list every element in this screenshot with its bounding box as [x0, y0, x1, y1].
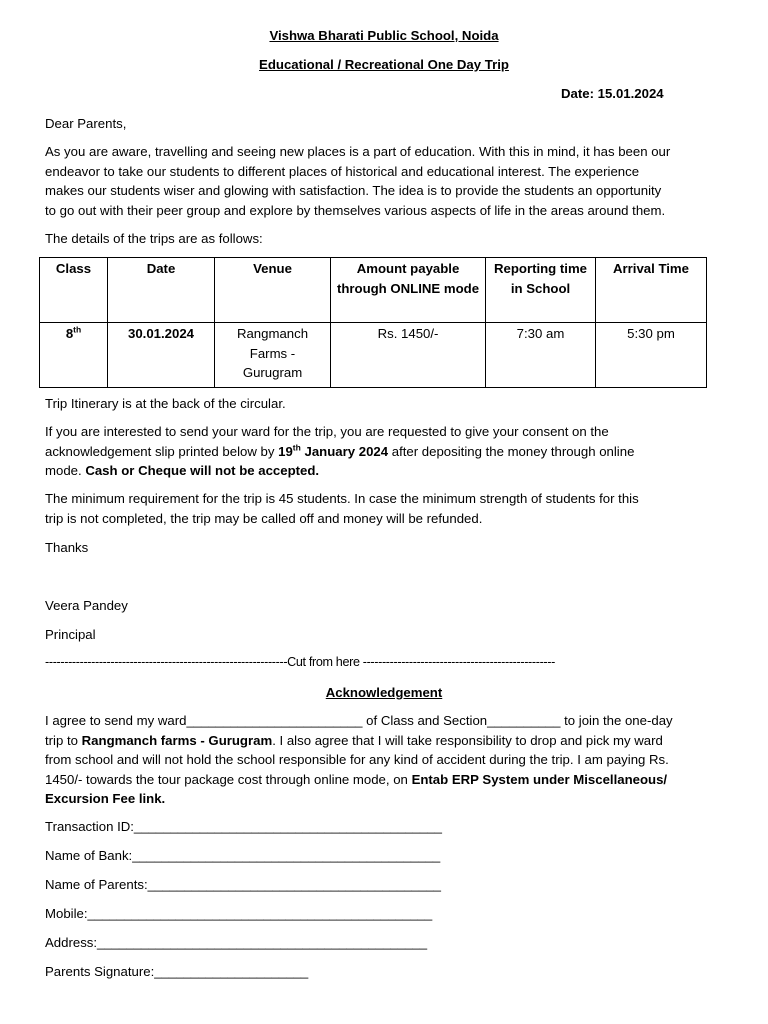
cell-class: 8th: [40, 323, 108, 388]
transaction-id-field[interactable]: Transaction ID:__________________________________________: [45, 819, 442, 834]
address-field[interactable]: Address:_____________________________________________: [45, 935, 428, 950]
cell-date: 30.01.2024: [108, 323, 215, 388]
circular-subject: Educational / Recreational One Day Trip: [259, 57, 509, 72]
trip-details-table: [39, 257, 707, 388]
minimum-requirement-paragraph: The minimum requirement for the trip is 45 students. In case the minimum strength of students for this trip is not completed, the trip may be called off and money will be refunded.: [45, 491, 639, 526]
acknowledgement-title: Acknowledgement: [325, 685, 443, 700]
signatory-name: Veera Pandey: [45, 598, 128, 613]
table-row: [40, 323, 707, 388]
cell-venue: Rangmanch Farms - Gurugram: [215, 323, 331, 388]
table-header-row: [40, 258, 707, 323]
cell-reporting-time: 7:30 am: [486, 323, 596, 388]
column-header: Arrival Time: [596, 258, 707, 323]
intro-line: As you are aware, travelling and seeing new places is a part of education. With this in mind, it has been our: [45, 144, 671, 159]
bank-name-field[interactable]: Name of Bank:__________________________________________: [45, 848, 441, 863]
parents-name-field[interactable]: Name of Parents:________________________________________: [45, 877, 441, 892]
column-header: Amount payable through ONLINE mode: [331, 258, 486, 323]
acknowledgement-paragraph: I agree to send my ward________________________ of Class and Section__________ to join the one-day trip to Rangmanch farms - Gurugram. I also agree that I will take responsibility to drop and pick my ward from school and will not hold the school responsible for any kind of accident during the trip. I am paying Rs. 1450/- towards the tour package cost through online mode, on Entab ERP System under Miscellaneous/ Excursion Fee link.: [45, 713, 673, 806]
column-header: Class: [40, 258, 108, 323]
intro-line: endeavor to take our students to different places of historical and educational interest. The experience: [45, 163, 640, 179]
school-name: Vishwa Bharati Public School, Noida: [269, 28, 499, 43]
column-header: Venue: [215, 258, 331, 323]
consent-paragraph: If you are interested to send your ward for the trip, you are requested to give your consent on the acknowledgement slip printed below by 19th January 2024 after depositing the money through online mode. Cash or Cheque will not be accepted.: [45, 424, 635, 478]
column-header: Reporting time in School: [486, 258, 596, 323]
intro-line: makes our students wiser and glowing with satisfaction. The idea is to provide the students an opportunity: [45, 183, 662, 198]
circular-date: Date: 15.01.2024: [561, 86, 664, 101]
column-header: Date: [108, 258, 215, 323]
thanks-text: Thanks: [45, 540, 89, 555]
parents-signature-field[interactable]: Parents Signature:_____________________: [45, 964, 309, 979]
itinerary-note: Trip Itinerary is at the back of the circular.: [45, 396, 286, 411]
cell-arrival-time: 5:30 pm: [596, 323, 707, 388]
intro-line: to go out with their peer group and explore by themselves various aspects of life in the areas around them.: [45, 202, 666, 218]
signatory-title: Principal: [45, 627, 96, 642]
cell-amount: Rs. 1450/-: [331, 323, 486, 388]
salutation: Dear Parents,: [45, 116, 127, 131]
cut-line: ---------------------------------------------------------------Cut from here --------------------------------------------------: [45, 655, 555, 669]
details-intro: The details of the trips are as follows:: [45, 231, 263, 246]
intro-paragraph: [45, 142, 727, 220]
mobile-field[interactable]: Mobile:_______________________________________________: [45, 906, 433, 921]
